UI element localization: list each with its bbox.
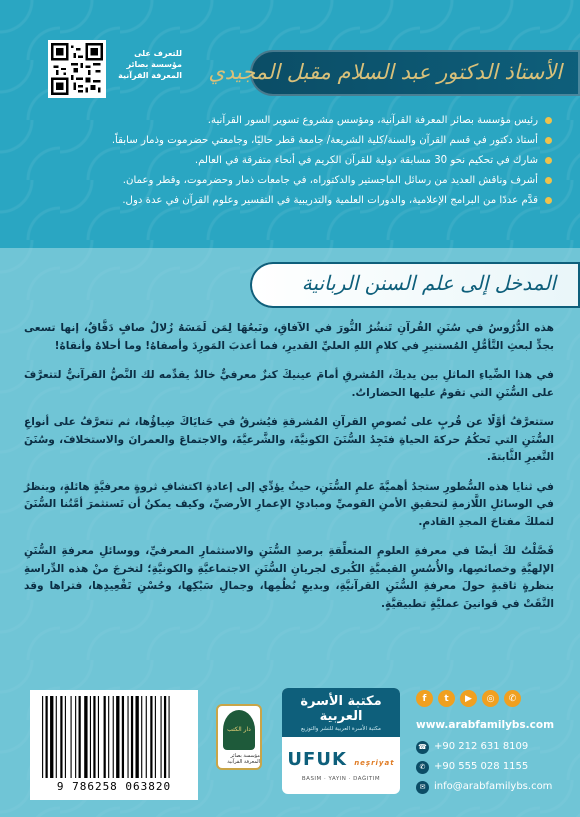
description-paragraph: هذه الدُّرُوسُ في سُنَنِ القُرآنِ تَنشُرُ النُّورَ في الآفاقِ، ونَبعُهَا لِمَن لَمَسَهُ زُلالٌ صافٍ دَفَّاقٌ، إنها تسعى بجدٍّ لبعثِ التَّأمُّلِ المُستنيرِ في كلامِ اللهِ العليِّ القديرِ، فما أعذبَ المَورِدَ وأصفاهُ! وما أحلاهُ وأنقاهُ! [24, 322, 554, 352]
author-name: الأستاذ الدكتور عبد السلام مقبل المجيدي [208, 60, 562, 84]
book-title-banner [250, 262, 580, 308]
seal-caption: مؤسسة بصائر المعرفة القرآنية [227, 752, 260, 765]
phone-line [416, 737, 566, 757]
publisher-name: مكتبة الأسرة العربية [282, 688, 400, 726]
description-paragraph: فَصَّلْتُ لكَ أيضًا في معرفةِ العلومِ المتعلِّقةِ برصدِ السُّنَنِ والاستثمارِ المعرفيِّ، ووسائلِ معرفةِ السُّنَنِ الإلهيَّةِ وخصائصِها، والأُسُسِ القيميَّةِ الكُبرى لجريانِ السُّنَنِ الاجتماعيَّةِ والكونيَّةِ؛ لتخرجَ منْ هذه الدِّراسةِ بنظرةٍ ثاقبةٍ حولَ معرفةِ السُّنَنِ القرآنيَّةِ، وبديعِ نُظُمِها، وجمالِ سَبْكِها، وحُسْنِ تَقْعِيدِها، فتراها وقد التَّقَتْ في قوانينَ عمليَّةٍ تطبيقيَّةٍ. [24, 545, 554, 610]
author-bio-list [52, 112, 552, 212]
bio-item: شارك في تحكيم نحو 30 مسابقة دولية للقرآن الكريم في أنحاء متفرقة في العالم. [52, 152, 552, 169]
twitter-icon[interactable]: t [438, 690, 455, 707]
seal-emblem: دار الكتب [223, 710, 255, 750]
bio-item: قدَّم عددًا من البرامج الإعلامية، والدورات العلمية والتدريبية في التفسير وعلوم القرآن في عدة دول. [52, 192, 552, 209]
isbn-number: 9 786258 063820 [56, 780, 172, 793]
partner-suffix: neşriyat [354, 759, 395, 767]
book-title: المدخل إلى علم السنن الربانية [301, 271, 556, 295]
social-icons [416, 690, 566, 707]
author-banner [208, 50, 580, 96]
description-paragraph: في ثنايا هذه السُّطورِ ستجدُ أهميَّةَ علمِ السُّنَنِ، حيثُ يؤدِّي إلى إعادةِ اكتشافِ ثروةٍ معرفيَّةٍ هائلةٍ، وينظرُ في الوسائلِ اللَّازمةِ لتحقيقِ الأمنِ القوميِّ ومبادئِ الإعمارِ الأرضيِّ، وكيف يمكنُ أن تَستثمرَ أمَّتُنا السُّنَنَ لتملكَ مفتاحَ المجدِ القادمِ. [24, 480, 554, 528]
mobile-line [416, 757, 566, 777]
book-description [24, 320, 554, 625]
description-paragraph: في هذا الضِّياءِ الماثلِ بين يديكَ، المُشرقِ أمامَ عينيكَ كنزٌ معرفيٌّ خالدٌ يقدِّمه لك النَّصُّ القرآنيُّ لتتعرَّفَ على السُّنَنِ التي تقومُ عليها الحضاراتُ. [24, 369, 554, 399]
qr-caption: للتعرف على مؤسسة بصائر المعرفة القرآنية [118, 49, 182, 80]
email-address[interactable]: info@arabfamilybs.com [434, 781, 553, 792]
isbn-barcode [30, 690, 198, 800]
email-line [416, 777, 566, 797]
email-icon: ✉ [416, 781, 429, 794]
phone-number-2[interactable]: +90 555 028 1155 [434, 761, 529, 772]
qr-code[interactable] [48, 40, 106, 98]
bio-item: رئيس مؤسسة بصائر المعرفة القرآنية، ومؤسس مشروع تسوير السور القرآنية. [52, 112, 552, 129]
contact-info [416, 690, 566, 797]
phone-number-1[interactable]: +90 212 631 8109 [434, 741, 529, 752]
phone-icon: ☎ [416, 741, 429, 754]
bio-item: أشرف وناقش العديد من رسائل الماجستير والدكتوراه، في جامعات ذمار وحضرموت، وقطر وعمان. [52, 172, 552, 189]
publisher-seal [216, 704, 262, 770]
partner-name: UFUK [287, 749, 347, 770]
description-paragraph: ستتعرَّفُ أوَّلًا عن قُربٍ على نُصوصِ القرآنِ المُشرقةِ فيُشرقُ في حَنايَاكَ ضِياؤُها، ثم تتعرَّفُ على أنواعِ السُّنَنِ التي تَحكُمُ حركةَ الحياةِ فتَجِدُ السُّنَنَ الكونيَّةَ، والشَّرعيَّةَ، والاجتماعَ والعمرانَ والاستخلافَ، وسُنَنَ التَّغيرِ الثَّابتةَ. [24, 416, 554, 463]
bio-item: أستاذ دكتور في قسم القرآن والسنة/كلية الشريعة/ جامعة قطر حاليًا، وجامعتي حضرموت وذمار سابقاً. [52, 132, 552, 149]
whatsapp-small-icon: ✆ [416, 761, 429, 774]
partner-tagline: BASIM · YAYIN · DAĞITIM [301, 776, 381, 782]
publisher-subtitle: مكتبة الأسرة العربية للنشر والتوزيع [282, 726, 400, 737]
qr-section [32, 40, 202, 96]
youtube-icon[interactable]: ▶ [460, 690, 477, 707]
whatsapp-icon[interactable]: ✆ [504, 690, 521, 707]
barcode-bars [38, 696, 190, 778]
instagram-icon[interactable]: ◎ [482, 690, 499, 707]
partner-logo [282, 749, 400, 770]
facebook-icon[interactable]: f [416, 690, 433, 707]
website-link[interactable]: www.arabfamilybs.com [416, 719, 555, 731]
publisher-logo [282, 688, 400, 794]
